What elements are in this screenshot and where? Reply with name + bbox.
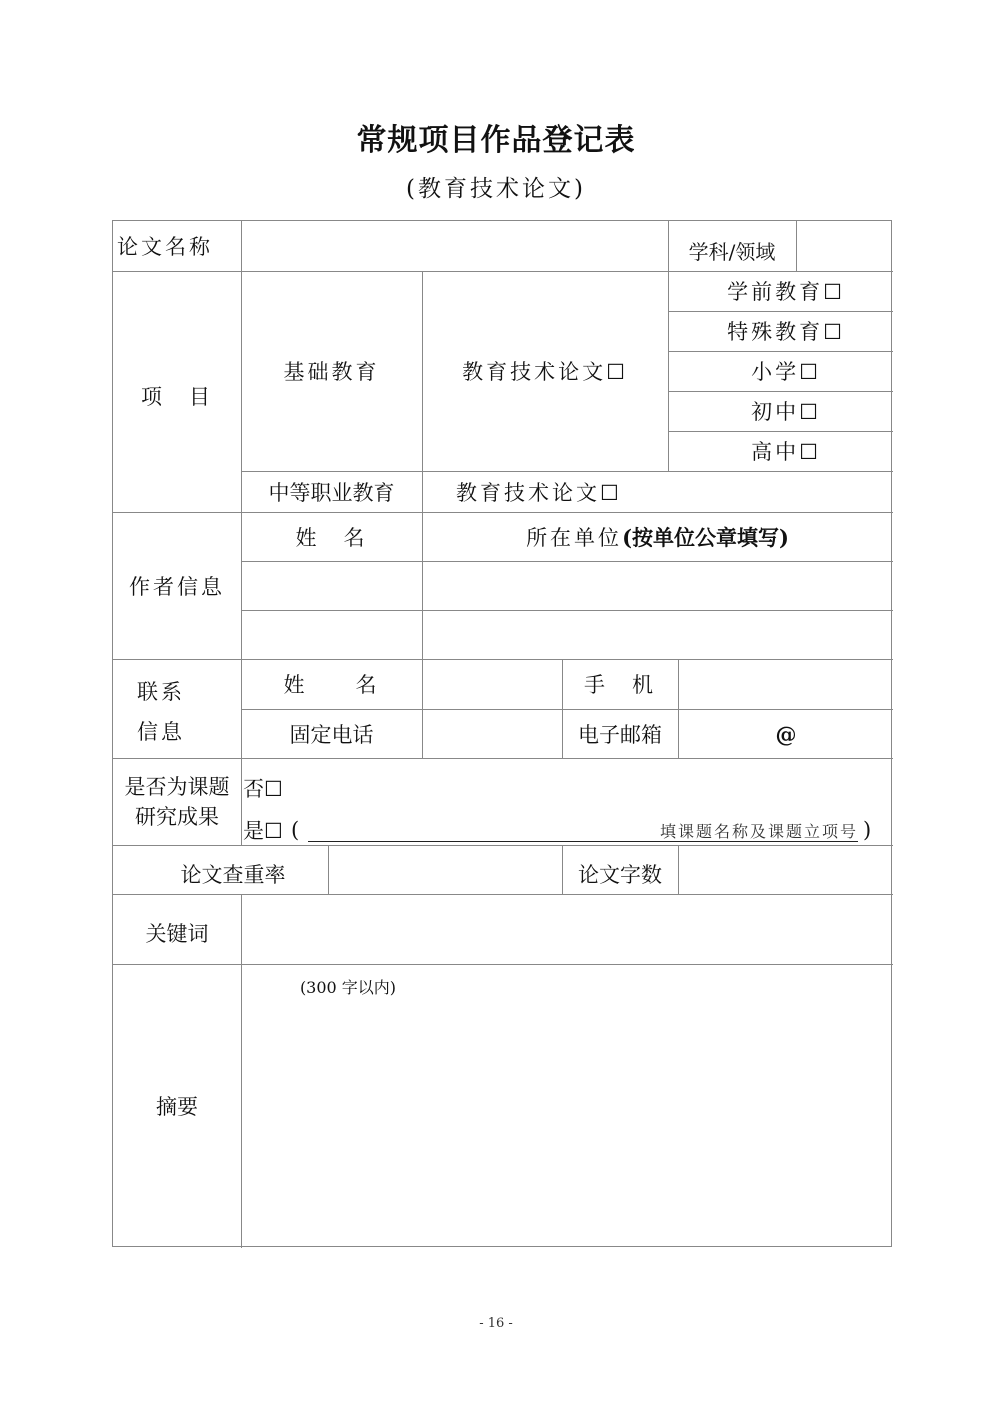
author-unit-field-1[interactable] bbox=[423, 562, 893, 610]
subject-field[interactable] bbox=[797, 221, 893, 271]
project-label: 项 目 bbox=[141, 385, 213, 409]
research-open-paren: ( bbox=[291, 818, 300, 842]
abstract-hint: (300 字以内) bbox=[299, 977, 397, 997]
level-senior-checkbox[interactable]: 高中☐ bbox=[751, 440, 821, 464]
page-number: - 16 - bbox=[479, 1316, 513, 1331]
keywords-field[interactable] bbox=[242, 895, 893, 964]
page-subtitle: (教育技术论文) bbox=[406, 176, 586, 202]
contact-label-line1: 联系 bbox=[137, 680, 185, 704]
vocational-education-label: 中等职业教育 bbox=[268, 480, 395, 505]
paper-type-vocational-checkbox[interactable]: 教育技术论文☐ bbox=[456, 480, 622, 505]
mobile-label: 手 机 bbox=[584, 673, 656, 697]
word-count-field[interactable] bbox=[679, 846, 893, 894]
subject-label: 学科/领域 bbox=[688, 239, 776, 264]
author-name-field-1[interactable] bbox=[242, 562, 422, 610]
paper-name-label: 论文名称 bbox=[117, 235, 213, 259]
word-count-label: 论文字数 bbox=[578, 862, 662, 887]
author-name-header: 姓 名 bbox=[295, 525, 368, 550]
duplicate-rate-label: 论文查重率 bbox=[180, 862, 286, 887]
keywords-label: 关键词 bbox=[145, 922, 209, 946]
research-topic-hint: 填课题名称及课题立项号 bbox=[659, 821, 858, 841]
author-info-label: 作者信息 bbox=[129, 574, 225, 599]
registration-form bbox=[112, 220, 892, 1247]
research-close-paren: ) bbox=[863, 818, 872, 842]
research-label-line2: 研究成果 bbox=[135, 805, 219, 829]
author-unit-header-bold: (按单位公章填写) bbox=[622, 524, 789, 550]
landline-field[interactable] bbox=[423, 710, 562, 758]
contact-name-label: 姓 名 bbox=[283, 673, 380, 697]
email-field[interactable]: @ bbox=[775, 721, 797, 747]
duplicate-rate-field[interactable] bbox=[329, 846, 562, 894]
research-label-line1: 是否为课题 bbox=[124, 775, 230, 799]
abstract-label: 摘要 bbox=[156, 1095, 198, 1119]
abstract-field[interactable] bbox=[242, 1001, 893, 1247]
author-name-field-2[interactable] bbox=[242, 611, 422, 659]
author-unit-header bbox=[422, 512, 893, 561]
level-primary-checkbox[interactable]: 小学☐ bbox=[751, 360, 821, 384]
research-yes-checkbox[interactable]: 是☐ bbox=[243, 819, 283, 843]
research-no-checkbox[interactable]: 否☐ bbox=[243, 777, 283, 801]
author-unit-field-2[interactable] bbox=[423, 611, 893, 659]
row-divider bbox=[113, 758, 893, 759]
mobile-field[interactable] bbox=[679, 660, 893, 709]
landline-label: 固定电话 bbox=[289, 722, 374, 747]
basic-education-label: 基础教育 bbox=[283, 360, 380, 384]
author-unit-header-plain: 所在单位 bbox=[526, 525, 623, 550]
level-special-checkbox[interactable]: 特殊教育☐ bbox=[727, 320, 845, 344]
paper-type-basic-checkbox[interactable]: 教育技术论文☐ bbox=[462, 360, 628, 384]
paper-name-field[interactable] bbox=[242, 221, 668, 271]
level-preschool-checkbox[interactable]: 学前教育☐ bbox=[727, 280, 845, 304]
level-junior-checkbox[interactable]: 初中☐ bbox=[751, 400, 821, 424]
contact-name-field[interactable] bbox=[423, 660, 562, 709]
contact-label-line2: 信息 bbox=[137, 720, 185, 744]
page-title: 常规项目作品登记表 bbox=[356, 123, 636, 158]
email-label: 电子邮箱 bbox=[578, 722, 662, 747]
